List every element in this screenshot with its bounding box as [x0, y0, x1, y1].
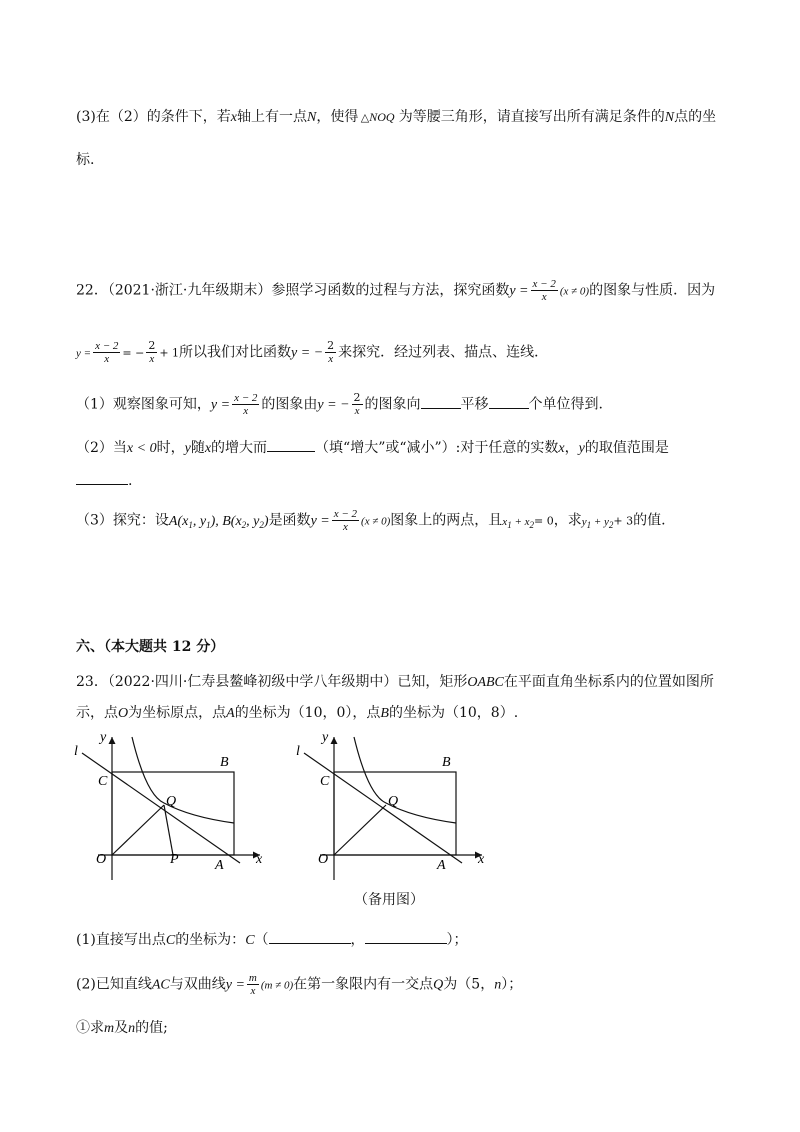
q22-heading: 22．（2021·浙江·九年级期末）参照学习函数的过程与方法，探究函数y = $\frac{x - 2}{x}$ (x ≠ 0)的图象与性质．因为	[76, 278, 716, 303]
label-x: x	[256, 852, 263, 867]
label-l: l	[74, 744, 78, 759]
q23-part2-sub1: ①求m及n的值;	[76, 1020, 168, 1036]
q21-part3-cont: 标.	[76, 152, 95, 168]
label-b: B	[220, 755, 229, 770]
answer-blank[interactable]	[267, 437, 315, 452]
label-c: C	[320, 774, 330, 789]
section-heading: 六、（本大题共 12 分）	[76, 639, 225, 655]
answer-blank[interactable]	[489, 394, 529, 409]
answer-blank[interactable]	[365, 929, 447, 944]
label-y: y	[322, 730, 329, 745]
q23-heading: 23．（2022·四川·仁寿县鳌峰初级中学八年级期中）已知，矩形OABC在平面直角坐标系内的位置如图所	[76, 674, 714, 690]
label-c: C	[98, 774, 108, 789]
label-a: A	[437, 858, 446, 873]
label-p: P	[170, 852, 179, 867]
figure-caption: （备用图）	[354, 892, 424, 908]
q23-line2: 示，点O为坐标原点，点A的坐标为（10，0），点B的坐标为（10，8）.	[76, 705, 519, 721]
answer-blank[interactable]	[269, 929, 351, 944]
label-a: A	[215, 858, 224, 873]
geometry-figure	[60, 725, 490, 885]
label-o: O	[96, 852, 107, 867]
q21-part3: (3)在（2）的条件下，若x轴上有一点N，使得 △NOQ 为等腰三角形，请直接写出所有满足条件的N点的坐	[76, 109, 717, 125]
q22-part2-cont: .	[76, 470, 132, 491]
figure-main	[74, 730, 263, 880]
answer-blank[interactable]	[76, 470, 128, 485]
answer-blank[interactable]	[421, 394, 461, 409]
label-o: O	[318, 852, 329, 867]
figure-backup	[296, 730, 485, 880]
q23-part1: (1)直接写出点C的坐标为：C（ ， ）；	[76, 929, 468, 951]
q23-part2: (2)已知直线AC与双曲线y = $\frac{m}{x}$ (m ≠ 0)在第一象限内有一交点Q为（5，n）；	[76, 972, 523, 997]
q22-part2: （2）当x < 0时，y随x的增大而 （填“增大”或“减小”）:对于任意的实数x，y的取值范围是	[76, 437, 669, 459]
q22-line2: y = $\frac{x - 2}{x}$ = − $\frac{2}{x}$ + 1所以我们对比函数y = − $\frac{2}{x}$ 来探究．经过列表、描点、连线．	[76, 339, 549, 365]
q22-part1: （1）观察图象可知，y = $\frac{x - 2}{x}$ 的图象由y = − $\frac{2}{x}$ 的图象向 平移 个单位得到.	[76, 391, 603, 417]
label-l: l	[296, 744, 300, 759]
label-q: Q	[166, 794, 177, 809]
label-y: y	[100, 730, 107, 745]
label-q: Q	[388, 794, 399, 809]
label-x: x	[478, 852, 485, 867]
q22-part3: （3）探究：设$A(x_1$, $y_1$), $B(x_2$, $y_2$)是函数y = $\frac{x - 2}{x}$ (x ≠ 0)图象上的两点，且$x_1 + x_2= 0$，求$y_1 + y_2+ 3$的值.	[76, 508, 666, 533]
label-b: B	[442, 755, 451, 770]
